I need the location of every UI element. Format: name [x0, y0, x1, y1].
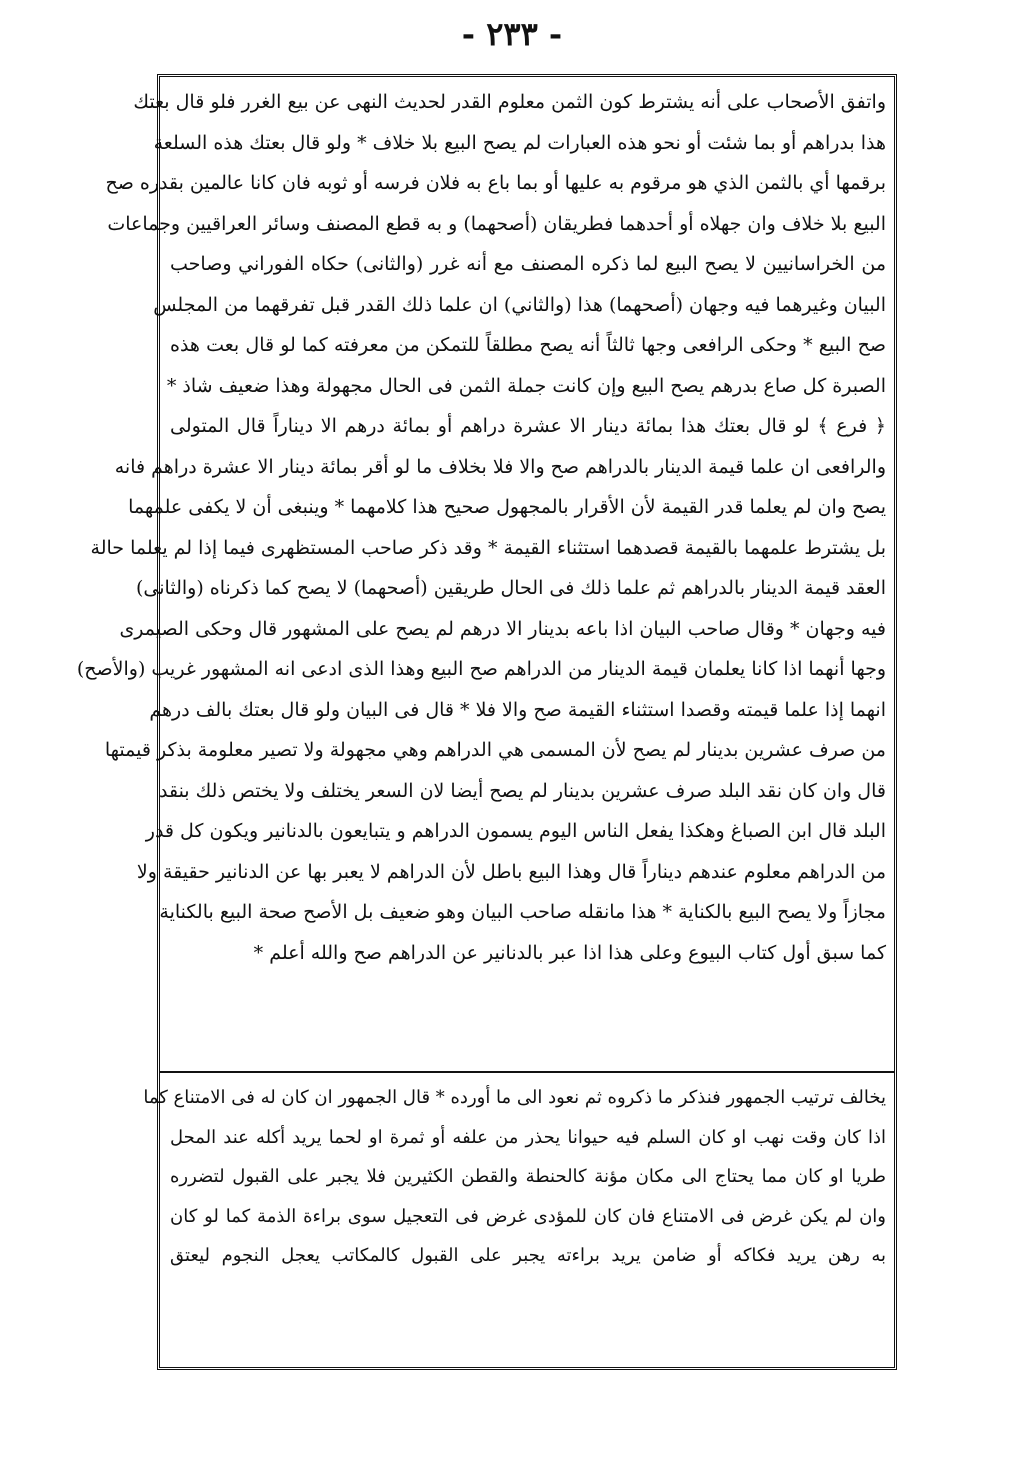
- text-line: فيه وجهان * وقال صاحب البيان اذا باعه بدينار الا درهم لم يصح على المشهور قال وحكى الصيمرى: [119, 617, 886, 640]
- footnote-line: طريا او كان مما يحتاج الى مكان مؤنة كالحنطة والقطن الكثيرين فلا يجبر على القبول لتضرره: [170, 1166, 886, 1187]
- text-line: البيع بلا خلاف وان جهلاه أو أحدهما فطريقان (أصحهما) و به قطع المصنف وسائر العراقيين وجماعات: [107, 212, 886, 235]
- main-text-block: [76, 82, 886, 973]
- text-line: كما سبق أول كتاب البيوع وعلى هذا اذا عبر بالدنانير عن الدراهم صح والله أعلم *: [253, 941, 886, 964]
- text-line: بل يشترط علمهما بالقيمة قصدهما استثناء القيمة * وقد ذكر صاحب المستظهرى فيما إذا لم يعلما حالة: [90, 536, 886, 559]
- text-line: هذا بدراهم أو بما شئت أو نحو هذه العبارات لم يصح البيع بلا خلاف * ولو قال بعتك هذه السلعة: [153, 131, 886, 154]
- footnote-divider: [160, 1071, 894, 1073]
- text-line: والرافعى ان علما قيمة الدينار بالدراهم صح والا فلا بخلاف ما لو أقر بمائة دينار الا عشرة دراهم فانه: [114, 455, 886, 478]
- text-line: يصح وان لم يعلما قدر القيمة لأن الأقرار بالمجهول صحيح هذا كلامهما * وينبغى أن لا يكفى علمهما: [128, 496, 886, 518]
- page-number: - ٢٣٣ -: [461, 15, 563, 53]
- footnote-block: [143, 1078, 886, 1276]
- text-line: من صرف عشرين بدينار لم يصح لأن المسمى هي الدراهم وهي مجهولة ولا تصير معلومة بذكر قيمتها: [104, 739, 886, 761]
- text-line: البيان وغيرهما فيه وجهان (أصحهما) هذا (والثاني) ان علما ذلك القدر قبل تفرقهما من المجلس: [153, 293, 886, 316]
- text-line: البلد قال ابن الصباغ وهكذا يفعل الناس اليوم يسمون الدراهم و يتبايعون بالدنانير ويكون كل قدر: [145, 820, 886, 842]
- text-line: وجها أنهما اذا كانا يعلمان قيمة الدينار من الدراهم صح البيع وهذا الذى ادعى انه المشهور غريب (والأصح): [76, 658, 886, 680]
- text-line: مجازاً ولا يصح البيع بالكناية * هذا مانقله صاحب البيان وهو ضعيف بل الأصح صحة البيع بالكناية: [159, 901, 886, 923]
- text-line: العقد قيمة الدينار بالدراهم ثم علما ذلك فى الحال طريقين (أصحهما) لا يصح كما ذكرناه (والثانى): [136, 577, 886, 599]
- text-line: برقمها أي بالثمن الذي هو مرقوم به عليها أو بما باع به فلان فرسه أو ثوبه فان كانا عالمين بقدره صح: [105, 172, 886, 194]
- text-line: انهما إذا علما قيمته وقصدا استثناء القيمة صح والا فلا * قال فى البيان ولو قال بعتك بالف درهم: [149, 698, 886, 721]
- text-line: ﴿ فرع ﴾ لو قال بعتك هذا بمائة دينار الا عشرة دراهم أو بمائة درهم الا ديناراً قال المتولى: [170, 415, 886, 437]
- footnote-line: وان لم يكن غرض فى الامتناع فان كان للمؤدى غرض فى التعجيل سوى براءة الذمة كما لو كان: [170, 1205, 886, 1227]
- footnote-line: به رهن يريد فكاكه أو ضامن يريد براءته يجبر على القبول كالمكاتب يعجل النجوم ليعتق: [170, 1245, 886, 1266]
- text-line: الصبرة كل صاع بدرهم يصح البيع وإن كانت جملة الثمن فى الحال مجهولة وهذا ضعيف شاذ *: [166, 374, 886, 397]
- footnote-line: اذا كان وقت نهب او كان السلم فيه حيوانا يحذر من علفه أو ثمرة او لحما يريد أكله عند المحل: [170, 1126, 886, 1148]
- text-line: من الخراسانيين لا يصح البيع لما ذكره المصنف مع أنه غرر (والثانى) حكاه الفوراني وصاحب: [170, 253, 886, 275]
- text-line: قال وان كان نقد البلد صرف عشرين بدينار لم يصح أيضا لان السعر يختلف ولا يختص ذلك بنقد: [158, 779, 886, 802]
- text-line: واتفق الأصحاب على أنه يشترط كون الثمن معلوم القدر لحديث النهى عن بيع الغرر فلو قال بعتك: [133, 91, 886, 113]
- text-line: من الدراهم معلوم عندهم ديناراً قال وهذا البيع باطل لأن الدراهم لا يعبر بها عن الدنانير حقيقة ولا: [136, 860, 886, 883]
- footnote-line: يخالف ترتيب الجمهور فنذكر ما ذكروه ثم نعود الى ما أورده * قال الجمهور ان كان له فى الامتناع كما: [143, 1087, 886, 1108]
- text-line: صح البيع * وحكى الرافعى وجها ثالثاً أنه يصح مطلقاً للتمكن من معرفته كما لو قال بعت هذه: [170, 334, 886, 356]
